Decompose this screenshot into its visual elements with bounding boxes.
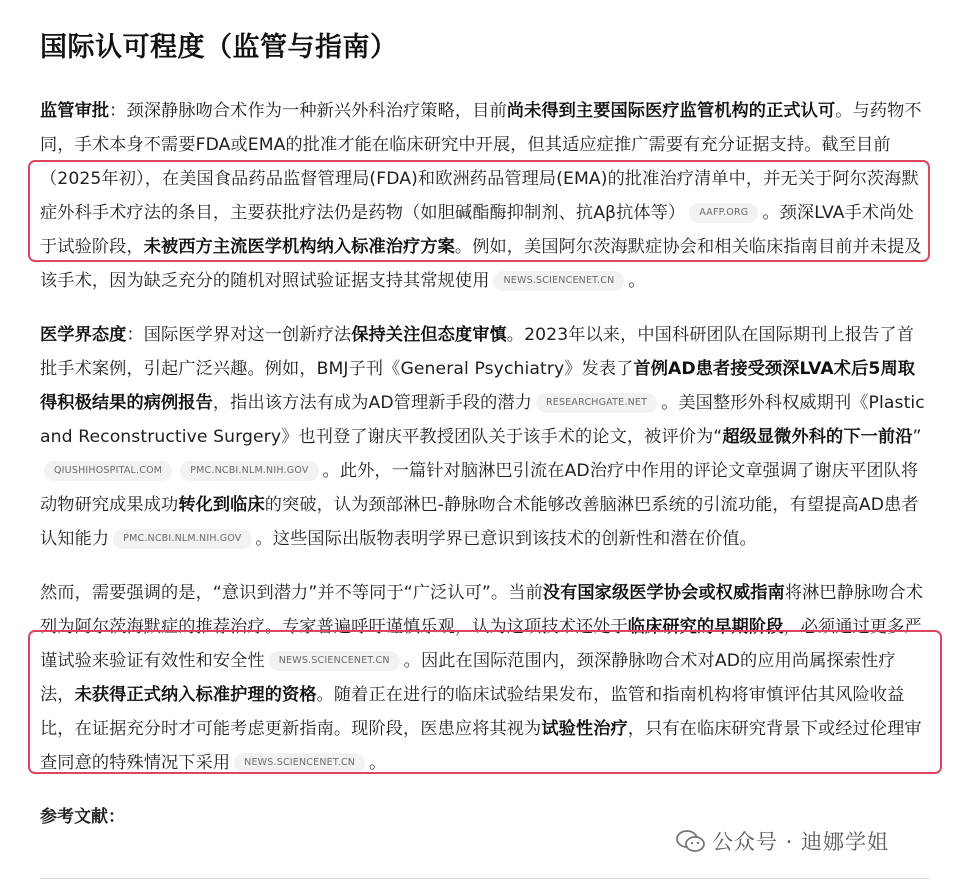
- citation-link[interactable]: RESEARCHGATE.NET: [536, 393, 657, 413]
- citation-link[interactable]: PMC.NCBI.NLM.NIH.GOV: [113, 529, 251, 549]
- section-title: 国际认可程度（监管与指南）: [40, 32, 398, 63]
- divider: [40, 878, 930, 879]
- paragraph-medical-attitude: 医学界态度：国际医学界对这一创新疗法保持关注但态度审慎。2023年以来，中国科研团队在国际期刊上报告了首批手术案例，引起广泛兴趣。例如，BMJ子刊《General Psychiatry》发表了首例AD患者接受颈深LVA术后5周取得积极结果的病例报告，指出该方法有成为AD管理新手段的潜力 RESEARCHGATE.NET 。美国整形外科权威期刊《Plastic and Reconstructive Surgery》也刊登了谢庆平教授团队关于该手术的论文，被评价为“超级显微外科的下一前沿”QIUSHIHOSPITAL.COM PMC.NCBI.NLM.NIH.GOV 。此外，一篇针对脑淋巴引流在AD治疗中作用的评论文章强调了谢庆平团队将动物研究成果成功转化到临床的突破，认为颈部淋巴-静脉吻合术能够改善脑淋巴系统的引流功能，有望提高AD患者认知能力 PMC.NCBI.NLM.NIH.GOV 。这些国际出版物表明学界已意识到该技术的创新性和潜在价值。: [40, 325, 925, 549]
- paragraph-regulatory-approval: 监管审批：颈深静脉吻合术作为一种新兴外科治疗策略，目前尚未得到主要国际医疗监管机构的正式认可。与药物不同，手术本身不需要FDA或EMA的批准才能在临床研究中开展，但其适应症推广需要有充分证据支持。截至目前（2025年初），在美国食品药品监督管理局(FDA)和欧洲药品管理局(EMA)的批准治疗清单中，并无关于阿尔茨海默症外科手术疗法的条目，主要获批疗法仍是药物（如胆碱酯酶抑制剂、抗Aβ抗体等） AAFP.ORG 。颈深LVA手术尚处于试验阶段，未被西方主流医学机构纳入标准治疗方案。例如，美国阿尔茨海默症协会和相关临床指南目前并未提及该手术，因为缺乏充分的随机对照试验证据支持其常规使用 NEWS.SCIENCENET.CN 。: [40, 101, 922, 291]
- references-heading: 参考文献：: [40, 807, 125, 827]
- paragraph-caution: 然而，需要强调的是，“意识到潜力”并不等同于“广泛认可”。当前没有国家级医学协会或权威指南将淋巴静脉吻合术列为阿尔茨海默症的推荐治疗。专家普遍呼吁谨慎乐观，认为这项技术还处于临床研究的早期阶段，必须通过更多严谨试验来验证有效性和安全性 NEWS.SCIENCENET.CN 。因此在国际范围内，颈深静脉吻合术对AD的应用尚属探索性疗法，未获得正式纳入标准护理的资格。随着正在进行的临床试验结果发布，监管和指南机构将审慎评估其风险收益比，在证据充分时才可能考虑更新指南。现阶段，医患应将其视为试验性治疗，只有在临床研究背景下或经过伦理审查同意的特殊情况下采用 NEWS.SCIENCENET.CN 。: [40, 583, 924, 773]
- label-attitude: 医学界态度: [40, 325, 127, 345]
- citation-link[interactable]: AAFP.ORG: [689, 203, 758, 223]
- citation-link[interactable]: PMC.NCBI.NLM.NIH.GOV: [180, 461, 318, 481]
- watermark-text: 公众号 · 迪娜学姐: [712, 830, 890, 854]
- citation-link[interactable]: NEWS.SCIENCENET.CN: [269, 651, 400, 671]
- watermark: [676, 826, 889, 856]
- citation-link[interactable]: NEWS.SCIENCENET.CN: [493, 271, 624, 291]
- label-regulatory: 监管审批: [40, 101, 110, 121]
- citation-link[interactable]: NEWS.SCIENCENET.CN: [234, 753, 365, 773]
- wechat-icon: [676, 830, 706, 852]
- article: [40, 28, 925, 834]
- citation-link[interactable]: QIUSHIHOSPITAL.COM: [44, 461, 172, 481]
